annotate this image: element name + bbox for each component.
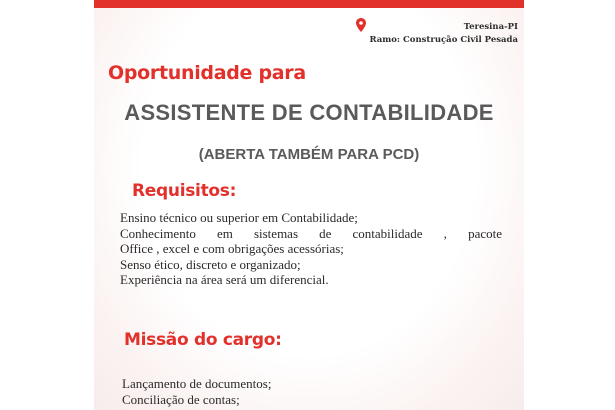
list-item: Conciliação de contas; (122, 391, 240, 407)
location-city: Teresina-PI (463, 22, 518, 32)
pcd-note: (ABERTA TAMBÉM PARA PCD) (198, 146, 420, 163)
list-item: Senso ético, discreto e organizado; (120, 256, 301, 272)
role-title: ASSISTENTE DE CONTABILIDADE (124, 100, 494, 125)
job-poster (94, 0, 524, 410)
requirements-list (120, 210, 502, 288)
requirements-title: Requisitos: (132, 181, 237, 201)
location-block (370, 21, 519, 47)
top-accent-bar (94, 0, 524, 8)
mission-title: Missão do cargo: (124, 330, 282, 350)
list-item: Conhecimento em sistemas de contabilidade , pacote (120, 225, 502, 241)
mission-list (122, 376, 271, 407)
location-pin-icon (356, 18, 366, 32)
list-item: Ensino técnico ou superior em Contabilidade; (120, 210, 358, 225)
list-item: Lançamento de documentos; (122, 376, 272, 391)
location-sector: Ramo: Construção Civil Pesada (369, 35, 518, 45)
headline: Oportunidade para (108, 62, 306, 84)
list-item: Experiência na área será um diferencial. (120, 272, 329, 287)
list-item: Office , excel e com obrigações acessórias; (120, 241, 344, 256)
